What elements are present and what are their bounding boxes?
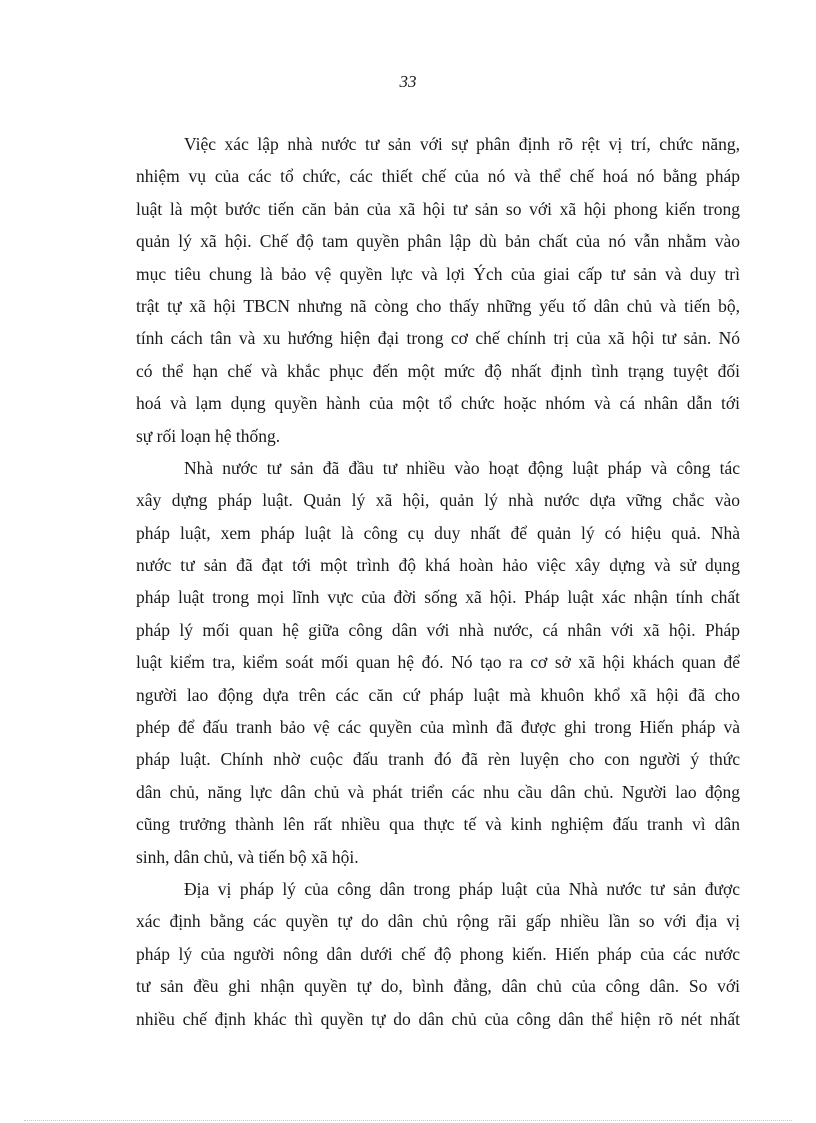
text-line: xác định bằng các quyền tự do dân chủ rộng rãi gấp nhiều lần so với địa vị <box>136 911 740 932</box>
text-line: phép để đấu tranh bảo vệ các quyền của mình đã được ghi trong Hiến pháp và <box>136 717 740 738</box>
text-line: sinh, dân chủ, và tiến bộ xã hội. <box>136 846 359 867</box>
text-line: cũng trưởng thành lên rất nhiều qua thực tế và kinh nghiệm đấu tranh vì dân <box>136 814 740 835</box>
body-text <box>136 128 740 1035</box>
text-line: trật tự xã hội TBCN nhưng nã còng cho thấy những yếu tố dân chủ và tiến bộ, <box>136 295 740 316</box>
text-line: hoá và lạm dụng quyền hành của một tổ chức hoặc nhóm và cá nhân dẫn tới <box>136 393 740 414</box>
text-line: có thể hạn chế và khắc phục đến một mức độ nhất định tình trạng tuyệt đối <box>136 360 740 381</box>
text-line: quản lý xã hội. Chế độ tam quyền phân lập dù bản chất của nó vẫn nhằm vào <box>136 231 740 252</box>
text-line: pháp luật, xem pháp luật là công cụ duy nhất để quản lý có hiệu quả. Nhà <box>136 522 740 543</box>
text-line: nhiều chế định khác thì quyền tự do dân chủ của công dân thể hiện rõ nét nhất <box>136 1008 740 1029</box>
text-line: xây dựng pháp luật. Quản lý xã hội, quản lý nhà nước dựa vững chắc vào <box>136 490 740 511</box>
text-line: tư sản đều ghi nhận quyền tự do, bình đẳng, dân chủ của công dân. So với <box>136 976 740 997</box>
text-line: nước tư sản đã đạt tới một trình độ khá hoàn hảo việc xây dựng và sử dụng <box>136 555 740 576</box>
text-line: pháp luật trong mọi lĩnh vực của đời sống xã hội. Pháp luật xác nhận tính chất <box>136 587 740 608</box>
page-number: 33 <box>399 72 417 91</box>
text-line: luật là một bước tiến căn bản của xã hội tư sản so với xã hội phong kiến trong <box>136 198 740 219</box>
text-line: tính cách tân và xu hướng hiện đại trong cơ chế chính trị của xã hội tư sản. Nó <box>136 328 740 349</box>
text-line: người lao động dựa trên các căn cứ pháp luật mà khuôn khổ xã hội đã cho <box>136 684 740 705</box>
text-line: dân chủ, năng lực dân chủ và phát triển các nhu cầu dân chủ. Người lao động <box>136 781 740 802</box>
text-line: mục tiêu chung là bảo vệ quyền lực và lợi Ých của giai cấp tư sản và duy trì <box>136 263 740 284</box>
text-line: Địa vị pháp lý của công dân trong pháp luật của Nhà nước tư sản được <box>184 878 740 899</box>
text-line: nhiệm vụ của các tổ chức, các thiết chế của nó và thể chế hoá nó bằng pháp <box>136 166 740 187</box>
text-line: Nhà nước tư sản đã đầu tư nhiều vào hoạt động luật pháp và công tác <box>184 457 740 478</box>
text-line: Việc xác lập nhà nước tư sản với sự phân định rõ rệt vị trí, chức năng, <box>184 134 740 154</box>
text-line: pháp lý của người nông dân dưới chế độ phong kiến. Hiến pháp của các nước <box>136 943 740 964</box>
text-line: luật kiểm tra, kiểm soát mối quan hệ đó. Nó tạo ra cơ sở xã hội khách quan để <box>136 652 740 673</box>
text-line: sự rối loạn hệ thống. <box>136 425 281 446</box>
text-line: pháp lý mối quan hệ giữa công dân với nhà nước, cá nhân với xã hội. Pháp <box>136 619 740 640</box>
page-bottom-divider <box>24 1120 792 1121</box>
text-line: pháp luật. Chính nhờ cuộc đấu tranh đó đã rèn luyện cho con người ý thức <box>136 749 740 770</box>
